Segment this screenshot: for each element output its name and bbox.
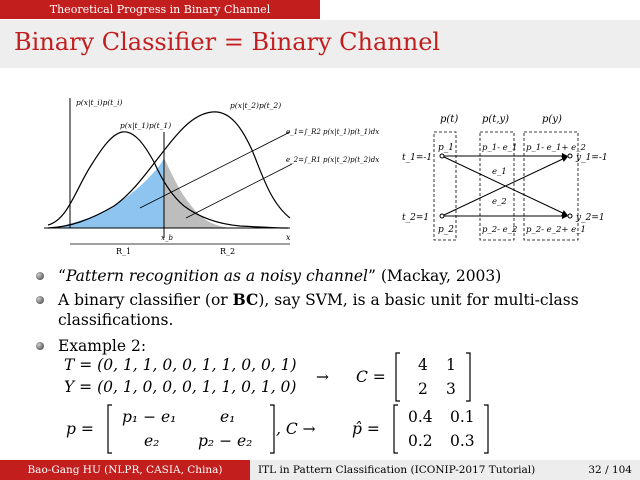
quote-citation: (Mackay, 2003) — [380, 267, 502, 285]
c-label: C = — [356, 368, 386, 386]
p-label: p = — [66, 420, 94, 438]
arrow: → — [316, 368, 329, 386]
title-bar — [0, 20, 640, 68]
bullet-marker — [36, 342, 44, 350]
header-pt: p(t) — [440, 114, 459, 125]
matrix-phat-22: 0.3 — [450, 432, 475, 450]
curve2-label: p(x|t_2)p(t_2) — [230, 101, 282, 110]
bullet-marker — [36, 296, 44, 304]
p1-label: p_1 — [438, 143, 454, 153]
footer-talk: ITL in Pattern Classification (ICONIP-2017 Tutorial) — [258, 464, 536, 476]
bullet-1: “Pattern recognition as a noisy channel” (Mackay, 2003) — [58, 267, 502, 285]
bullet-2-text-a: A binary classifier (or — [58, 291, 233, 309]
py1-label: p_1- e_1+ e_2 — [526, 143, 586, 153]
vector-T: T = (0, 1, 1, 0, 0, 1, 1, 0, 0, 1) — [64, 356, 297, 374]
t2-label: t_2=1 — [402, 213, 430, 223]
matrix-phat-11: 0.4 — [408, 408, 433, 426]
matrix-C-12: 1 — [446, 356, 456, 374]
header-py: p(y) — [542, 114, 562, 125]
matrix-phat-12: 0.1 — [450, 408, 475, 426]
e2-formula: e_2=∫_R1 p(x|t_2)p(t_2)dx — [286, 156, 380, 164]
footer-author: Bao-Gang HU (NLPR, CASIA, China) — [0, 460, 250, 480]
matrix-C-11: 4 — [418, 356, 428, 374]
matrix-C-22: 3 — [446, 380, 456, 398]
matrix-p-11: p₁ − e₁ — [122, 408, 177, 426]
vector-Y: Y = (0, 1, 0, 0, 0, 1, 1, 0, 1, 0) — [64, 378, 297, 396]
xb-label: x_b — [161, 234, 173, 242]
phat-label: p̂ = — [352, 420, 380, 438]
section-title: Theoretical Progress in Binary Channel — [0, 0, 320, 19]
header-pty: p(t,y) — [482, 114, 510, 125]
y-axis-label: p(x|t_i)p(t_i) — [76, 98, 123, 107]
t1-label: t_1=-1 — [402, 153, 433, 163]
footer-page: 32 / 104 — [588, 464, 632, 476]
r2-label: R_2 — [220, 247, 236, 256]
footer — [0, 460, 640, 480]
error-region-e2 — [48, 158, 164, 228]
quote-text: Pattern recognition as a noisy channel — [65, 267, 368, 285]
density-figure — [40, 92, 380, 258]
y2-label: y_2=1 — [576, 213, 605, 223]
matrix-p-21: e₂ — [144, 432, 160, 450]
matrix-C-21: 2 — [418, 380, 428, 398]
matrix-phat-21: 0.2 — [408, 432, 433, 450]
e2-label: e_2 — [492, 197, 507, 207]
c-to-label: , C → — [276, 420, 316, 438]
bullet-2-bold: BC — [232, 290, 259, 309]
slide-title: Binary Classifier = Binary Channel — [14, 28, 441, 56]
y1-label: y_1=-1 — [576, 153, 608, 163]
top-bar — [0, 0, 640, 19]
error-region-e1 — [164, 158, 236, 228]
bullet-2-text-b: ), say SVM, is a basic unit for multi-class — [258, 291, 579, 309]
r1-label: R_1 — [116, 247, 132, 256]
channel-figure — [400, 110, 620, 244]
e1-formula: e_1=∫_R2 p(x|t_1)p(t_1)dx — [286, 128, 380, 136]
p11-label: p_1- e_1 — [482, 143, 518, 153]
curve1-label: p(x|t_1)p(t_1) — [120, 121, 172, 130]
bullet-2-cont: classifications. — [58, 311, 174, 329]
bullet-2 — [58, 290, 579, 310]
matrix-C-brackets — [394, 351, 474, 403]
matrix-p-12: e₁ — [220, 408, 236, 426]
x-label: x — [286, 233, 291, 242]
matrix-p-22: p₂ − e₂ — [198, 432, 253, 450]
p2-label: p_2 — [438, 225, 454, 235]
bullet-3: Example 2: — [58, 337, 147, 355]
p22-label: p_2- e_2 — [482, 225, 518, 235]
matrix-phat-brackets — [392, 403, 492, 455]
bullet-marker — [36, 272, 44, 280]
footer-right — [250, 460, 640, 480]
py2-label: p_2- e_2+ e_1 — [526, 225, 586, 235]
e1-label: e_1 — [492, 167, 507, 177]
